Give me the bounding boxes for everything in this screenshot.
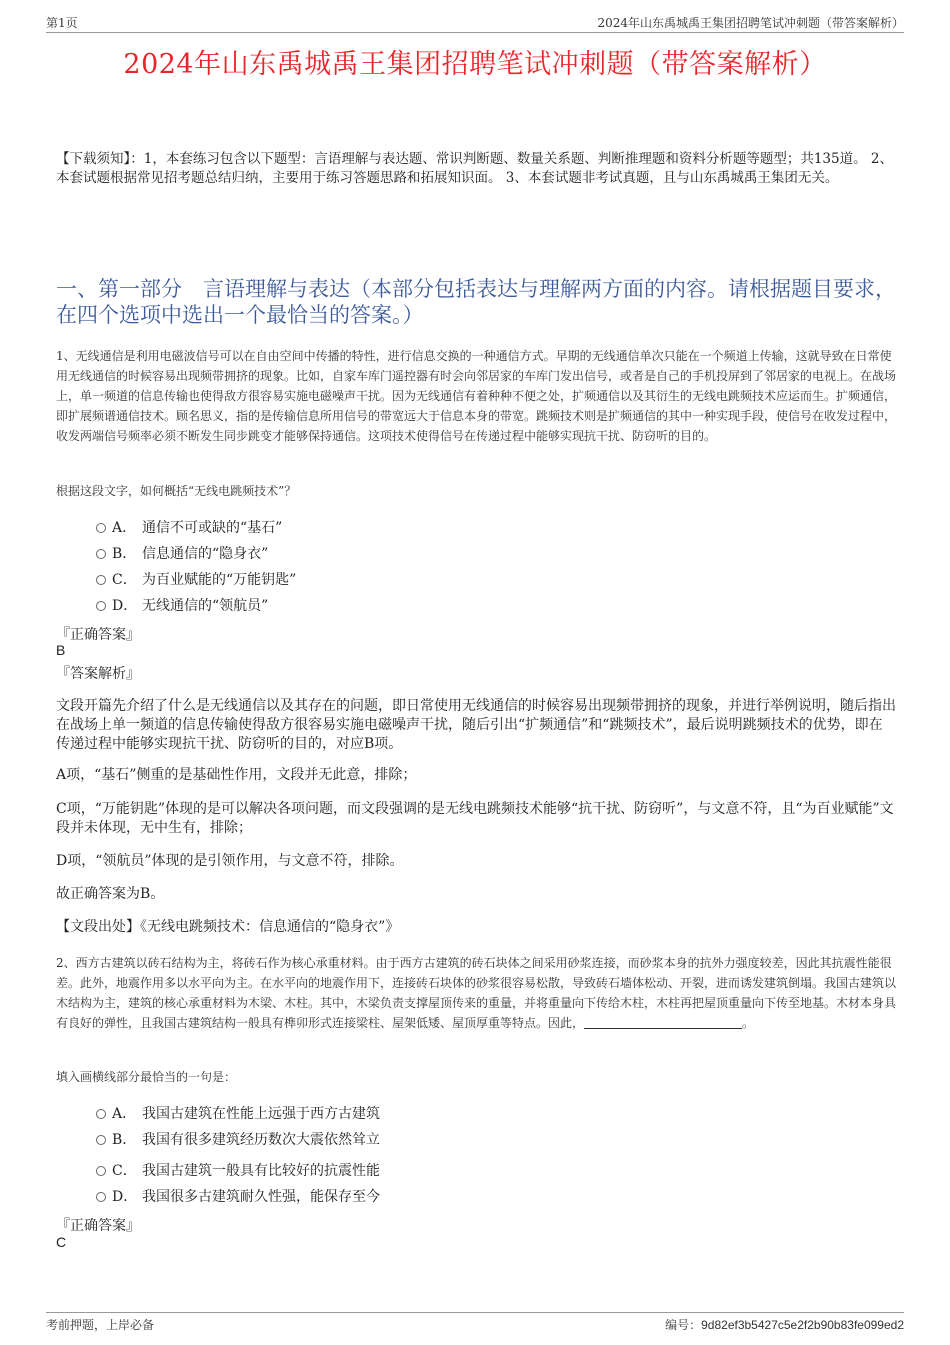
radio-icon[interactable] [96,1109,106,1119]
fill-in-blank [584,1016,742,1029]
question-1-source: 【文段出处】《无线电跳频技术：信息通信的“隐身衣”》 [56,919,400,935]
question-2-answer: C [56,1234,67,1250]
radio-icon[interactable] [96,575,106,585]
question-2-answer-label: 『正确答案』 [56,1218,140,1234]
question-1-analysis-para: D项，“领航员”体现的是引领作用，与文意不符，排除。 [56,853,404,869]
question-1-option-a[interactable]: A． 通信不可或缺的“基石” [96,517,282,537]
radio-icon[interactable] [96,549,106,559]
page-number: 第1页 [46,16,78,30]
question-1-analysis-label: 『答案解析』 [56,666,140,682]
radio-icon[interactable] [96,523,106,533]
footer-slogan: 考前押题，上岸必备 [46,1318,155,1332]
download-notice: 【下载须知】：1，本套练习包含以下题型：言语理解与表达题、常识判断题、数量关系题、判断推理题和资料分析题等题型；共135道。 2、本套试题根据常见招考题总结归纳，主要用于练习答题思路和拓展知识面。 3、本套试题非考试真题，且与山东禹城禹王集团无关。 [56,151,893,186]
question-1-analysis-para: 故正确答案为B。 [56,886,165,902]
question-2-passage: 2、西方古建筑以砖石结构为主，将砖石作为核心承重材料。由于西方古建筑的砖石块体之间采用砂浆连接，而砂浆本身的抗外力强度较差，因此其抗震性能很差。此外，地震作用多以水平向为主。在水平向的地震作用下，连接砖石块体的砂浆很容易松散，导致砖石墙体松动、开裂，进而诱发建筑倒塌。我国古建筑以木结构为主，建筑的核心承重材料为木梁、木柱。其中，木梁负责支撑屋顶传来的重量，并将重量向下传给木柱，木柱再把屋顶重量向下传至地基。木材本身具有良好的弹性，且我国古建筑结构一般具有榫卯形式连接梁柱、屋架低矮、屋顶厚重等特点。因此， 。 [56,956,897,1030]
page-header [46,14,904,33]
question-1-option-d[interactable]: D． 无线通信的“领航员” [96,595,268,615]
question-2-option-d[interactable]: D． 我国很多古建筑耐久性强，能保存至今 [96,1186,380,1206]
question-1-option-b[interactable]: B． 信息通信的“隐身衣” [96,543,268,563]
page-title: 2024年山东禹城禹王集团招聘笔试冲刺题（带答案解析） [123,49,827,80]
question-2-option-b[interactable]: B． 我国有很多建筑经历数次大震依然耸立 [96,1129,380,1149]
question-1-answer-label: 『正确答案』 [56,627,140,643]
question-1-analysis-para: A项，“基石”侧重的是基础性作用，文段并无此意，排除； [56,767,417,783]
question-1-answer: B [56,642,66,658]
question-1-passage: 1、无线通信是利用电磁波信号可以在自由空间中传播的特性，进行信息交换的一种通信方式。早期的无线通信单次只能在一个频道上传输，这就导致在日常使用无线通信的时候容易出现频带拥挤的现象。比如，自家车库门遥控器有时会向邻居家的车库门发出信号，或者是自己的手机投屏到了邻居家的电视上。在战场上，单一频道的信息传输也使得敌方很容易实施电磁噪声干扰。因为无线通信有着种种不便之处，扩频通信以及其衍生的无线电跳频技术应运而生。扩频通信，即扩展频谱通信技术。顾名思义，指的是传输信息所用信号的带宽远大于信息本身的带宽。跳频技术则是扩频通信的其中一种实现手段，使信号在收发过程中，收发两端信号频率必须不断发生同步跳变才能够保持通信。这项技术使得信号在传递过程中能够实现抗干扰、防窃听的目的。 [56,349,897,443]
section-heading: 一、第一部分 言语理解与表达（本部分包括表达与理解两方面的内容。请根据题目要求，在四个选项中选出一个最恰当的答案。） [56,277,896,327]
header-doc-title: 2024年山东禹城禹王集团招聘笔试冲刺题（带答案解析） [597,16,904,30]
radio-icon[interactable] [96,601,106,611]
question-1-option-c[interactable]: C． 为百业赋能的“万能钥匙” [96,569,296,589]
footer-code: 编号：9d82ef3b5427c5e2f2b90b83fe099ed2 [665,1318,904,1332]
question-2-option-a[interactable]: A． 我国古建筑在性能上远强于西方古建筑 [96,1103,380,1123]
question-2-prompt: 填入画横线部分最恰当的一句是： [56,1070,237,1084]
question-2-option-c[interactable]: C． 我国古建筑一般具有比较好的抗震性能 [96,1160,380,1180]
page-footer [46,1312,904,1333]
radio-icon[interactable] [96,1192,106,1202]
question-1-analysis-para: C项，“万能钥匙”体现的是可以解决各项问题，而文段强调的是无线电跳频技术能够“抗干扰、防窃听”，与文意不符，且“为百业赋能”文段并未体现，无中生有，排除； [56,801,894,836]
question-1-analysis-para: 文段开篇先介绍了什么是无线通信以及其存在的问题，即日常使用无线通信的时候容易出现频带拥挤的现象，并进行举例说明，随后指出在战场上单一频道的信息传输使得敌方很容易实施电磁噪声干扰，随后引出“扩频通信”和“跳频技术”，最后说明跳频技术的优势，即在传递过程中能够实现抗干扰、防窃听的目的，对应B项。 [56,698,896,752]
question-1-prompt: 根据这段文字，如何概括“无线电跳频技术”？ [56,484,297,498]
radio-icon[interactable] [96,1166,106,1176]
radio-icon[interactable] [96,1135,106,1145]
